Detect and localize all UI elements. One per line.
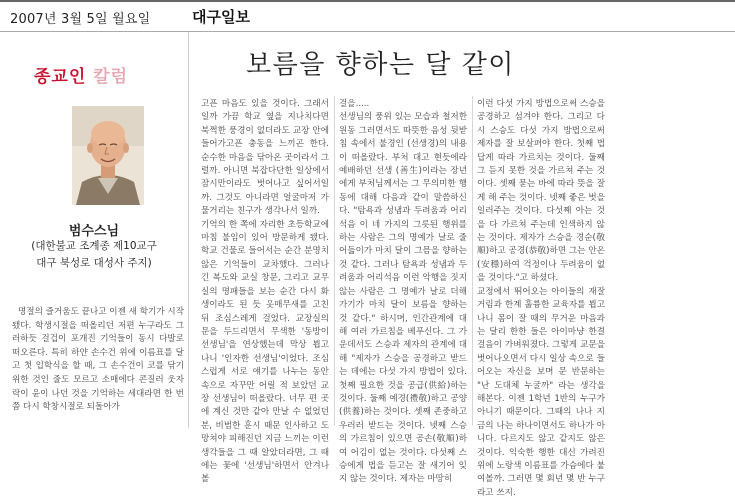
sidebar-divider — [188, 32, 189, 428]
author-name: 범수스님 — [68, 224, 120, 239]
column-title-part2: 칼럼 — [93, 67, 129, 87]
column-title — [34, 62, 128, 87]
column-rule-2 — [472, 96, 473, 426]
article-column-3: 이런 다섯 가지 방법으로써 스승을 공경하고 섬겨야 한다. 그리고 다시 스승도 다섯 가지 방법으로써 제자를 잘 보살펴야 한다. 첫째 법답게 따라 가르치는 것이다. 둘째 그 듣지 못한 것을 가르쳐 주는 것이다. 셋째 묻는 바에 따라 뜻을 잘게 해 주는 것이다. 넷째 좋은 벗을 일러주는 것이다. 다섯째 아는 것을 다 가르쳐 주는데 인색하지 않는 것이다. 제자가 스승을 경순(敬順)하고 공경(恭敬)하면 그는 안온(安穩)하여 걱정이나 두려움이 없을 것이다."고 하셨다. 교정에서 뛰어오는 아이들의 재잘거림과 한계 훌륭한 교육자를 뵙고 나니 몸이 잘 때의 무거운 마음과는 달리 한한 들은 아이마냥 한결 걸음이 가벼워졌다. 그렇게 교문을 벗어나오면서 다시 일상 속으로 들어오는 자신을 보며 문 반문하는 "난 도대체 누굴까" 라는 생각을 해본다. 이젠 1학년 1반의 누구가 아니기 때문이다. 그때의 나나 지금의 나는 하나이면서도 하나가 아니다. 다르지도 않고 같지도 않은 것이다. 익숙한 행한 대신 가려진 위에 노랑색 이름표를 가슴에다 붙여볼까. 그러면 몇 회년 몇 반 누구라고 쓰지. — [477, 99, 605, 498]
top-rule — [0, 0, 735, 2]
newspaper-masthead: 대구일보 — [192, 8, 250, 26]
article-column-2: 걸을..... 선생님의 풍위 있는 모습과 철저한 원동 그러면서도 따뜻한 음성 뒷받침 속에서 불경인 (선생경)의 내용이 떠올랐다. 부처 대고 현듯에라 예배하던 선생 (善生)이라는 장년에게 부처님께서는 그 무의미한 행동에 대해 다음과 같이 말씀하신다. "탐욕과 성냄과 두려움과 어리석음 이 네 가지의 그릇된 행위를 하는 사람은 그의 명예가 날로 줄어듦이가 마치 달이 그믐을 향하는 것 같다. 그러나 탐욕과 성냄과 두려움과 어리석음 이런 악행을 짓지 않는 사람은 그 명예가 날로 더해 가기가 마치 달이 보름을 향하는 것 같다." 하시며, 인간관계에 대해 여러 가르침을 베푸신다. 그 가운데서도 스승과 제자의 관계에 대해 "제자가 스승을 공경하고 받드는 데에는 다섯 가지 방법이 있다. 첫째 필요한 것을 공급(供給)하는 것이다. 둘째 예경(禮敬)하고 공양(供養)하는 것이다. 셋째 존중하고 우러러 받드는 것이다. 넷째 스승의 가르침이 있으면 공손(敬順)하여 어김이 없는 것이다. 다섯째 스승에게 법을 듣고는 잘 새기어 잊지 않는 것이다. 제자는 마땅히 — [339, 99, 467, 485]
article-headline: 보름을 향하는 달 같이 — [246, 50, 515, 80]
article-intro-text: 명절의 즐거움도 끝나고 이젠 새 학기가 시작됐다. 학생시절을 떠올리던 저편 누구라도 그러하듯 걸겁이 포개진 기억들이 동시 다발로 떠오른다. 특히 하얀 손수건 위에 이름표를 달고 첫 입학식을 할 때, 그 손수건이 코를 닦기 위한 것인 줄도 모르고 소매에다 콘질러 웃자락이 윤이 나던 것을 기억하는 세대라면 한 번쯤 다시 학창시절로 되돌아가 — [12, 307, 184, 413]
article-column-1: 고픈 마음도 있을 것이다. 그래서일까 가끔 학교 옆을 지나치다면 북쩍한 풍경이 없더라도 교장 안에 들어가고픈 충동을 느끼곤 한다. 순수한 마음을 닦아온 곳이라서 그럴까. 아니면 북잡다단한 일상에서 잠시만이라도 벗어나고 싶어서일까. 그것도 아니라면 얼굴마저 가물거리는 친구가 생각나서 일까. 기억의 한 쪽에 자리한 초등학교에 마침 불임이 있어 방문하게 됐다. 학교 건물로 들어서는 순간 분명치 않은 기억들이 교차했다. 그러나 긴 복도와 교실 창문, 그리고 교무실의 명패들을 보는 순간 다시 화생이라도 된 듯 옷매무새를 고친 뒤 조심스레게 걸었다. 교장실의 문을 두드리면서 무색한 '동방이 선생님'을 연상했는데 막상 뵙고 나니 '인자한 선생님'이었다. 조심스럽게 서로 얘기를 나누는 동안 속으로 자꾸만 어릴 적 보았던 교장 선생님이 떠올랐다. 너무 편 곳에 계신 것만 같아 만날 수 없었던 분, 비범한 훈시 때문 인사하고 도망쳐야 피해진던 지금 느끼는 이런 생각들을 그 때 알았더라면, 그 때에는 꽃에 '선생님'하면서 안겨나 볼 — [201, 99, 329, 485]
issue-date: 2007년 3월 5일 월요일 — [10, 12, 151, 27]
author-affiliation-line-1: (대한불교 조계종 제10교구 — [31, 240, 157, 252]
monk-portrait-illustration — [72, 106, 144, 205]
author-portrait — [72, 106, 144, 205]
author-sidebar — [0, 32, 188, 428]
column-title-part1: 종교인 — [34, 67, 87, 87]
author-affiliation-line-2: 대구 북성로 대성사 주지) — [36, 257, 152, 269]
author-affiliation — [0, 238, 188, 272]
column-rule-1 — [334, 96, 335, 426]
